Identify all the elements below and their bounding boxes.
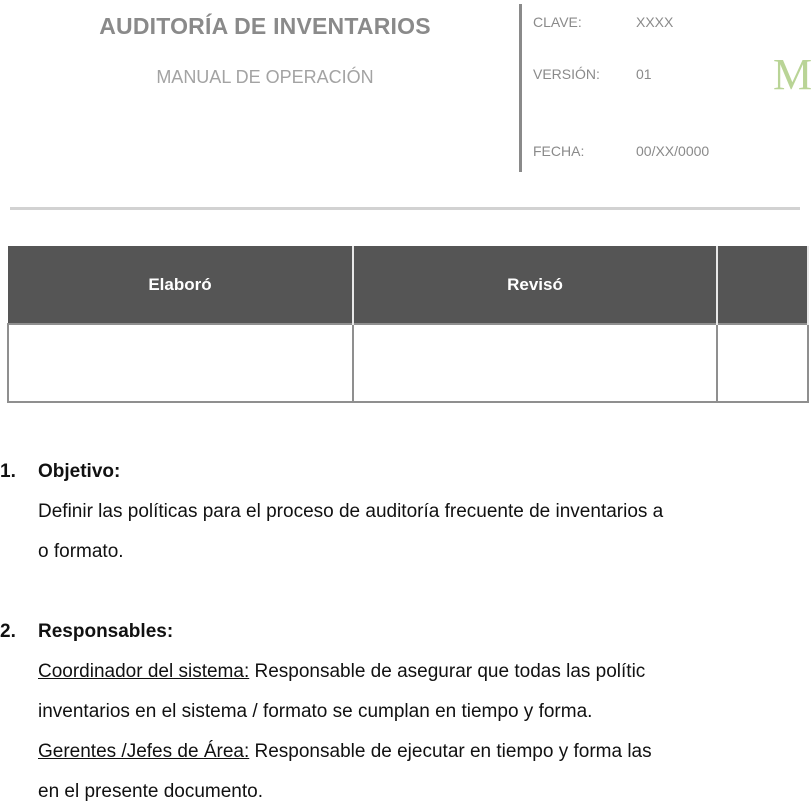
- document-title: AUDITORÍA DE INVENTARIOS: [99, 13, 431, 39]
- meta-value-fecha: 00/XX/0000: [636, 143, 710, 159]
- paragraph-line: Definir las políticas para el proceso de auditoría frecuente de inventarios a: [38, 501, 664, 522]
- paragraph-line: o formato.: [38, 541, 124, 562]
- responsible-item: [38, 652, 800, 692]
- responsible-term: Gerentes /Jefes de Área:: [38, 741, 250, 762]
- responsible-description-cont: en el presente documento.: [38, 781, 263, 802]
- meta-label-version: VERSIÓN:: [533, 66, 600, 82]
- signature-cell-reviso: [353, 324, 717, 402]
- meta-value-version: 01: [636, 66, 652, 82]
- section-title: Responsables:: [38, 621, 174, 642]
- section-title: Objetivo:: [38, 461, 121, 482]
- document-body: [0, 452, 800, 812]
- signature-cell-third: [717, 324, 808, 402]
- section-number: 2.: [0, 621, 16, 642]
- responsible-description: Responsable de asegurar que todas las polític: [249, 661, 646, 682]
- signature-table-header-row: [8, 246, 808, 324]
- meta-label-clave: CLAVE:: [533, 14, 582, 30]
- signature-table: [7, 246, 809, 403]
- header-rule: [10, 207, 800, 210]
- responsible-term: Coordinador del sistema:: [38, 661, 250, 682]
- section-objetivo: [0, 452, 800, 572]
- header-cell-reviso: Revisó: [353, 246, 717, 324]
- meta-value-clave: XXXX: [636, 14, 674, 30]
- document-subtitle: MANUAL DE OPERACIÓN: [156, 67, 374, 87]
- responsible-description: Responsable de ejecutar en tiempo y forma las: [249, 741, 652, 762]
- header-cell-elaboro: Elaboró: [8, 246, 353, 324]
- company-logo: M: [773, 50, 812, 99]
- signature-row: [8, 324, 808, 402]
- section-number: 1.: [0, 461, 16, 482]
- responsible-item: [38, 732, 800, 772]
- meta-label-fecha: FECHA:: [533, 143, 585, 159]
- responsible-description-cont: inventarios en el sistema / formato se cumplan en tiempo y forma.: [38, 701, 593, 722]
- header-divider: [519, 4, 522, 172]
- header-cell-third: [717, 246, 808, 324]
- section-responsables: [0, 612, 800, 812]
- signature-cell-elaboro: [8, 324, 353, 402]
